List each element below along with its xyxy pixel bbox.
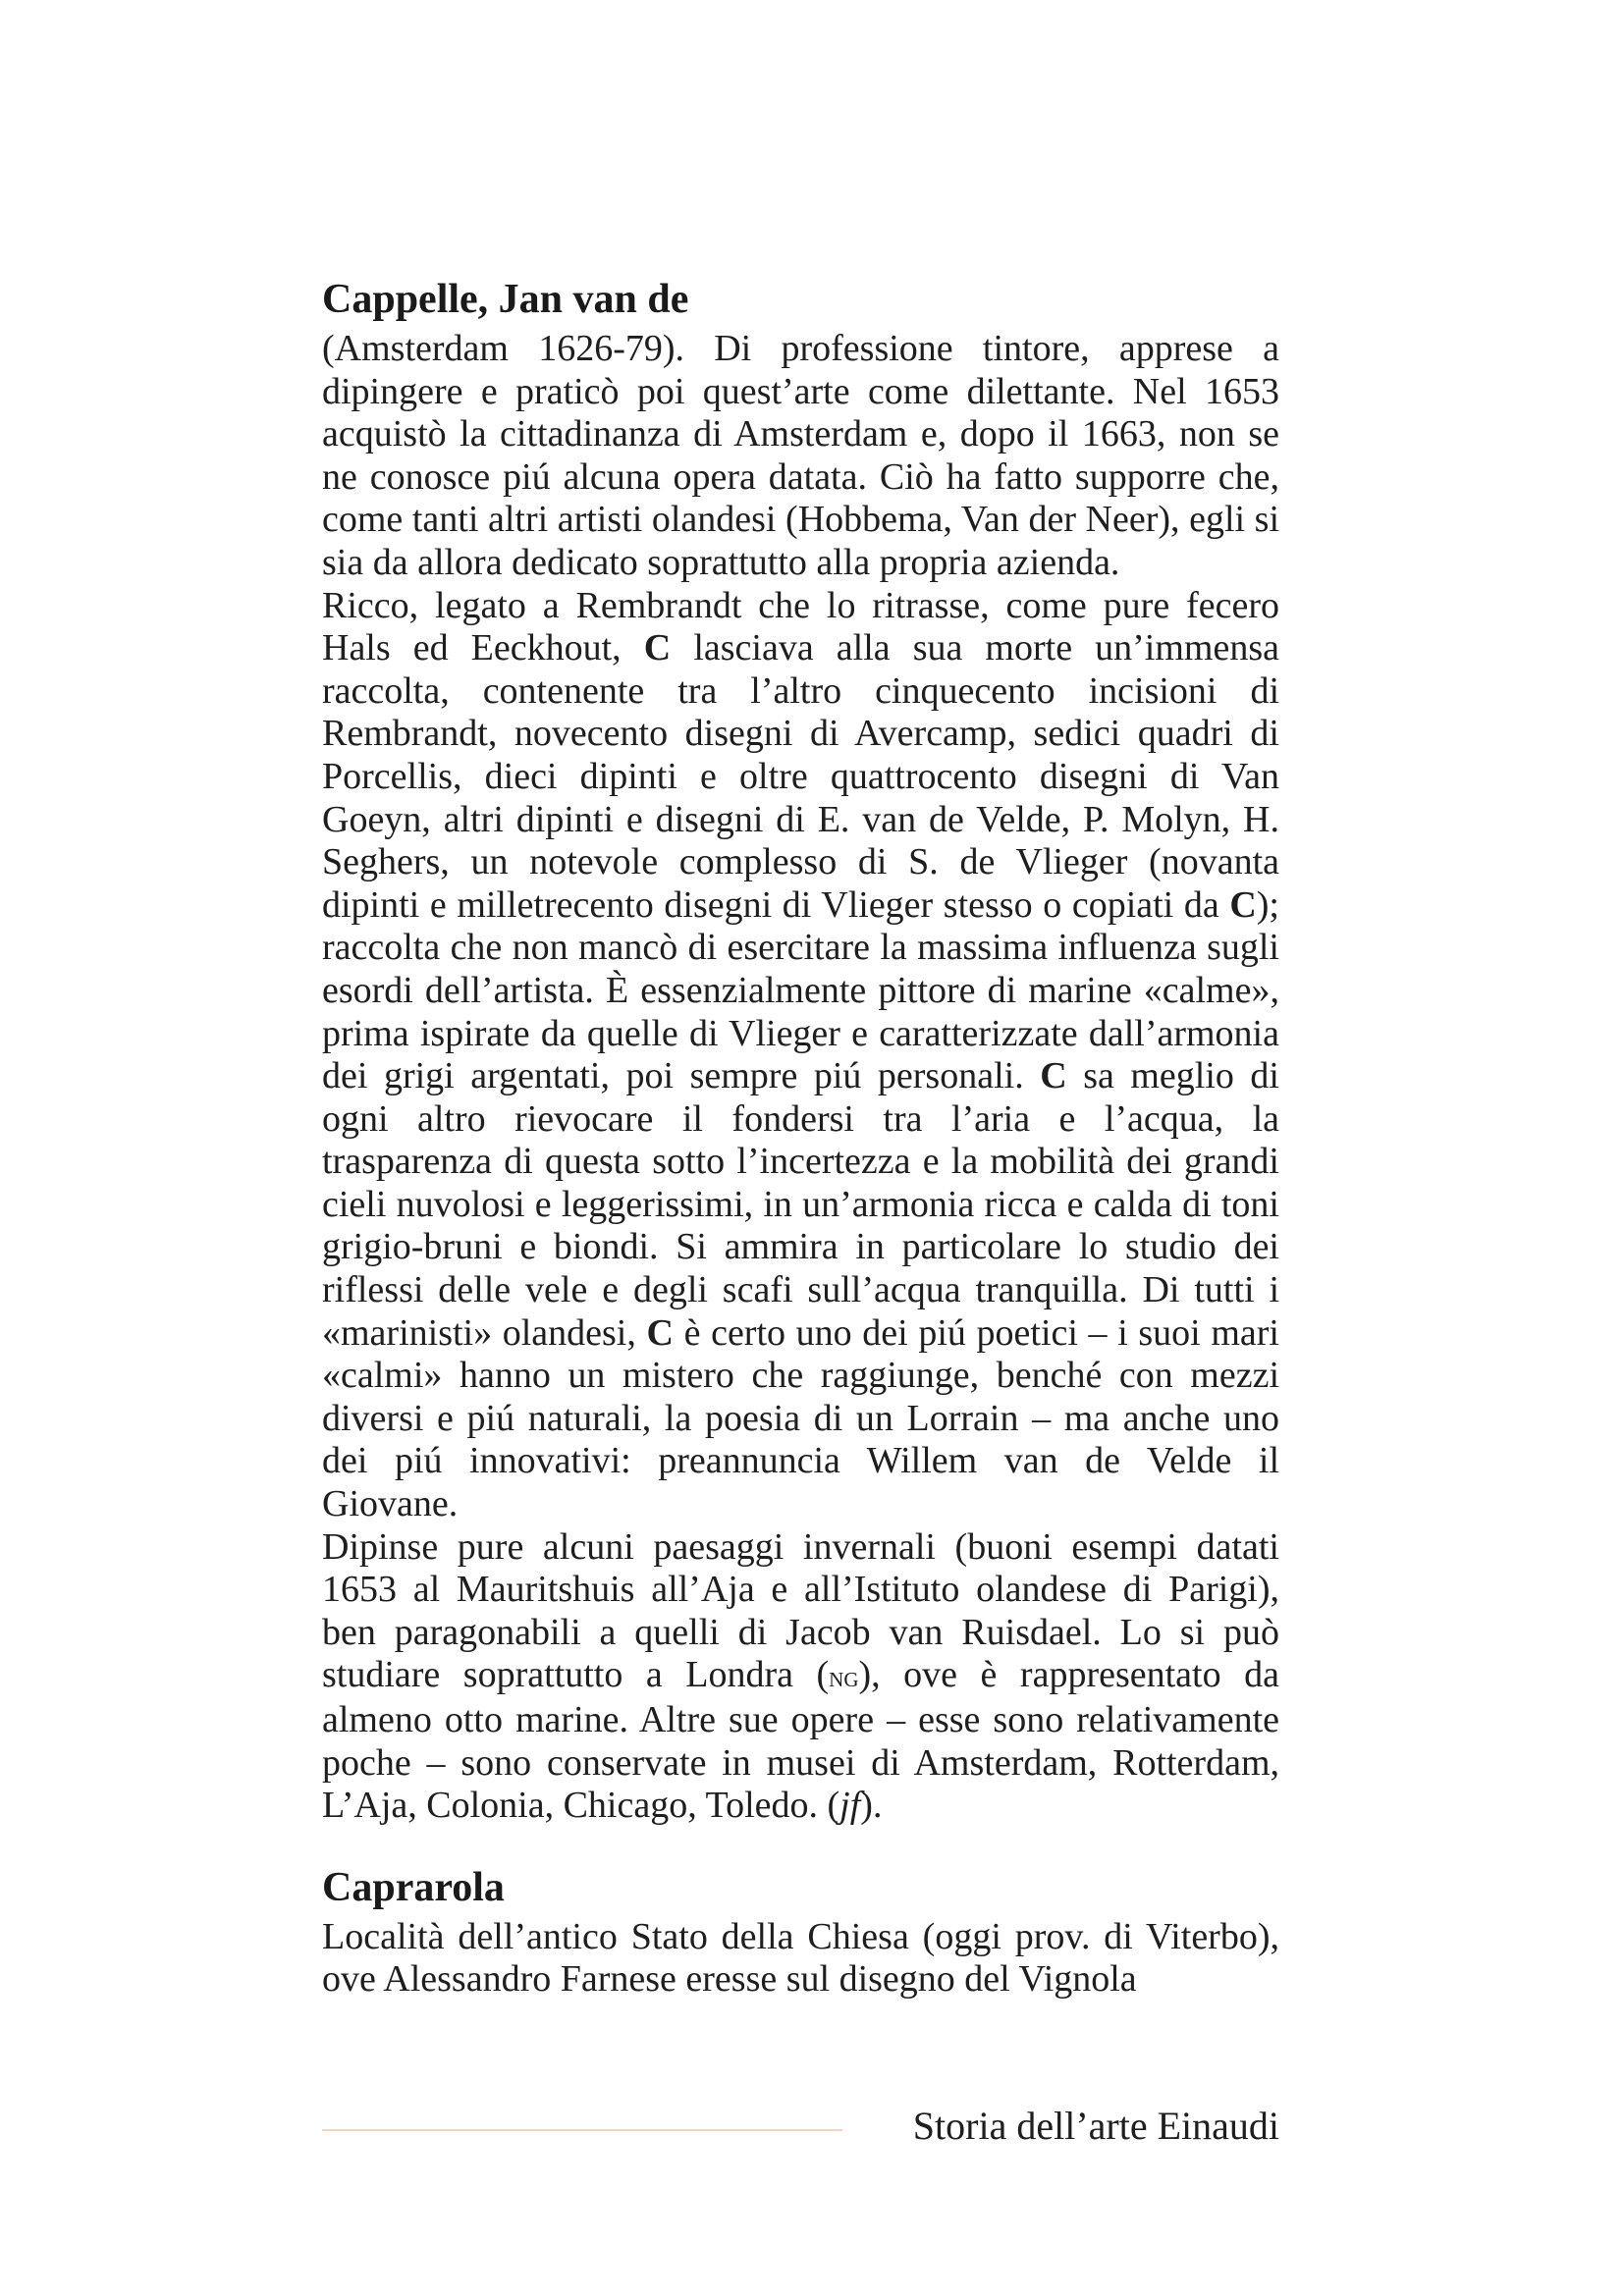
author-abbrev: C: [643, 627, 672, 669]
text-run: ); raccolta che non mancò di esercitare la massima influenza sugli esordi dell’artista. È essenzialmente pittore di marine «calme», prima ispirate da quelle di Vlieger e caratterizzate dall’armonia dei grigi argentati, poi sempre piú personali.: [322, 883, 1279, 1097]
entry-paragraph: [322, 585, 1279, 1526]
entry-title: Caprarola: [322, 1864, 505, 1910]
text-run: Ricco, legato a Rembrandt che lo ritrasse, come pure fecero Hals ed Eeckhout,: [322, 584, 1279, 669]
text-run: sa meglio di ogni altro rievocare il fondersi tra l’aria e l’acqua, la trasparenza di questa sotto l’incertezza e la mobilità dei grandi cieli nuvolosi e leggerissimi, in un’armonia ricca e calda di toni grigio-bruni e biondi. Si ammira in particolare lo studio dei riflessi delle vele e degli scafi sull’acqua tranquilla. Di tutti i «marinisti» olandesi,: [322, 1055, 1279, 1354]
entry-title: Cappelle, Jan van de: [322, 277, 689, 322]
section-spacer: [322, 1828, 1279, 1863]
page-content: [322, 275, 1279, 2002]
text-run: lasciava alla sua morte un’immensa raccolta, contenente tra l’altro cinquecento incisioni di Rembrandt, novecento disegni di Avercamp, sedici quadri di Porcellis, dieci dipinti e oltre quattrocento disegni di Van Goeyn, altri dipinti e disegni di E. van de Velde, P. Molyn, H. Seghers, un notevole complesso di S. de Vlieger (novanta dipinti e milletrecento disegni di Vlieger stesso o copiati da: [322, 627, 1279, 926]
footer-divider: [322, 2129, 842, 2131]
author-abbrev: C: [1040, 1055, 1067, 1097]
entry-cappelle: [322, 275, 1279, 1828]
text-run: Dipinse pure alcuni paesaggi invernali (buoni esempi datati 1653 al Mauritshuis all’Aja e all’Istituto olandese di Parigi), ben paragonabili a quelli di Jacob van Ruisdael. Lo si può studiare soprattutto a Londra (: [322, 1525, 1279, 1696]
author-abbrev: C: [646, 1311, 674, 1354]
text-run: è certo uno dei piú poetici – i suoi mari «calmi» hanno un mistero che raggiunge, benché con mezzi diversi e piú naturali, la poesia di un Lorrain – ma anche uno dei piú innovativi: preannuncia Willem van de Velde il Giovane.: [322, 1311, 1279, 1525]
museum-abbrev: ng: [829, 1661, 859, 1694]
text-run: (Amsterdam 1626-79). Di professione tintore, apprese a dipingere e praticò poi quest’arte come dilettante. Nel 1653 acquistò la cittadinanza di Amsterdam e, dopo il 1663, non se ne conosce piú alcuna opera datata. Ciò ha fatto supporre che, come tanti altri artisti olandesi (Hobbema, Van der Neer), egli si sia da allora dedicato soprattutto alla propria azienda.: [322, 328, 1279, 583]
author-initials: jf: [839, 1785, 861, 1827]
text-run: ).: [860, 1785, 883, 1827]
entry-paragraph: [322, 1916, 1279, 2002]
text-run: Località dell’antico Stato della Chiesa (oggi prov. di Viterbo), ove Alessandro Farnese eresse sul disegno del Vignola: [322, 1915, 1279, 2001]
author-abbrev: C: [1229, 883, 1257, 926]
entry-paragraph: [322, 328, 1279, 585]
footer-publisher: Storia dell’arte Einaudi: [912, 2104, 1279, 2148]
entry-caprarola: [322, 1863, 1279, 2002]
page-footer: [322, 2101, 1279, 2160]
text-run: ), ove è rappresentato da almeno otto marine. Altre sue opere – esse sono relativamente poche – sono conservate in musei di Amsterdam, Rotterdam, L’Aja, Colonia, Chicago, Toledo. (: [322, 1654, 1279, 1827]
entry-paragraph: [322, 1526, 1279, 1828]
